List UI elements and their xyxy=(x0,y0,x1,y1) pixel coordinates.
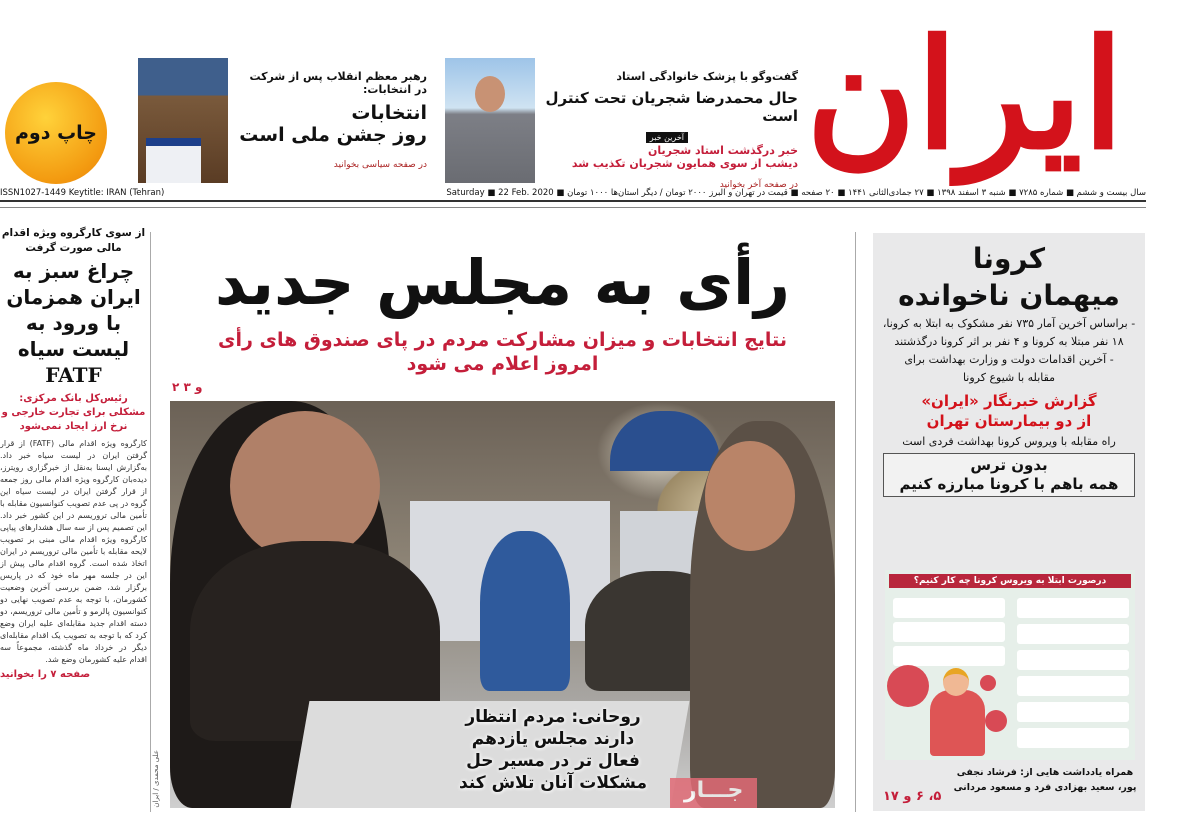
latest-news-tag: آخرین خبر xyxy=(646,132,688,143)
bullet-2: - آخرین اقدامات دولت و وزارت بهداشت برای مقابله با شیوع کرونا xyxy=(904,353,1114,384)
polling-station-photo xyxy=(170,401,835,808)
main-headline: رأی به مجلس جدید xyxy=(214,246,790,319)
headline-latin: FATF xyxy=(45,363,102,387)
bullet-1: - براساس آخرین آمار ۷۳۵ نفر مشکوک به ابتلا به کرونا، ۱۸ نفر مبتلا به کرونا و ۴ نفر بر اثر کرونا درگذشتند xyxy=(882,317,1136,348)
headline-line-1: کرونا xyxy=(972,242,1046,275)
kicker: رهبر معظم انقلاب پس از شرکت در انتخابات: xyxy=(249,70,427,96)
headline: حال محمدرضا شجریان تحت کنترل است xyxy=(545,89,798,125)
page-ref: در صفحه آخر بخوانید xyxy=(719,180,798,190)
photo-credit: علی محمدی / ایران xyxy=(152,750,160,808)
top-story-shajarian[interactable] xyxy=(540,70,798,190)
dateline-bar xyxy=(0,186,1146,202)
second-edition-badge: چاپ دوم xyxy=(5,82,107,184)
subhead: رئیس‌کل بانک مرکزی: مشکلی برای تجارت خارجی و نرخ ارز ایجاد نمی‌شود xyxy=(1,393,146,432)
jaar-label: جـــار xyxy=(670,778,757,808)
page-ref: ۲ و ۳ xyxy=(172,380,203,394)
shajarian-photo xyxy=(445,58,535,183)
issue-info: سال بیست و ششم ■ شماره ۷۲۸۵ ■ شنبه ۳ اسفند ۱۳۹۸ ■ ۲۷ جمادی‌الثانی ۱۴۴۱ ■ ۲۰ صفحه ■ قیمت در تهران و البرز ۲۰۰۰ تومان / دیگر استان‌ها ۱۰۰۰ تومان ■ Saturday ■ 22 Feb. 2020 xyxy=(446,188,1146,198)
newspaper-logo: ایران xyxy=(805,7,1125,183)
leader-voting-photo xyxy=(138,58,228,183)
photo-caption: روحانی: مردم انتظار دارند مجلس یازدهم فعال تر در مسیر حل مشکلات آنان تلاش کند xyxy=(459,707,647,793)
line: راه مقابله با ویروس کرونا بهداشت فردی است xyxy=(902,435,1116,448)
main-story[interactable] xyxy=(170,238,835,376)
main-subhead-2: امروز اعلام می شود xyxy=(406,353,599,375)
column-divider xyxy=(150,232,151,812)
left-column-fatf[interactable] xyxy=(0,226,147,681)
body-text: کارگروه ویژه اقدام مالی (FATF) از قرار گرفتن ایران در لیست سیاه خبر داد. به‌گزارش ایسنا به‌نقل از خبرگزاری رویترز، دیده‌بان کارگروه ویژه اقدام مالی روز جمعه از قرار گرفتن ایران در لیست سیاه این گروه در پی عدم تصویب کنوانسیون مقابله با تأمین مالی تروریسم در این کشور خبر داد. این تصمیم پس از سه سال هشدارهای پیاپی کارگروه ویژه اقدام مالی مبنی بر تصویب لایحه مقابله با تأمین مالی تروریسم در ایران اتخاذ شده است. گروه اقدام مالی پیش از این در جلسه مهر ماه خود که در پاریس برگزار شد، ضمن بررسی آخرین وضعیت کشورمان، با توجه به عدم تصویب نهایی دو کنوانسیون پالرمو و تأمین مالی تروریسم، دو دسته اقدام جدید مقابله‌ای علیه ایران وضع کرد که با توجه به تصویب یک اقدام مقابله‌ای دیگر در خرداد ماه گذشته، مجموعاً سه اقدام علیه کشورمان وضع شد. xyxy=(0,439,147,664)
page-ref: ۵، ۶ و ۱۷ xyxy=(883,789,942,804)
slogan-1: بدون ترس xyxy=(970,456,1048,474)
slogan-2: همه باهم با کرونا مبارزه کنیم xyxy=(899,475,1119,493)
kicker: از سوی کارگروه ویژه اقدام مالی صورت گرفت xyxy=(1,227,146,254)
headline-line-2: روز جشن ملی است xyxy=(239,124,427,146)
slogan-box xyxy=(883,453,1135,497)
corona-infographic xyxy=(885,570,1135,760)
main-subhead-1: نتایج انتخابات و میزان مشارکت مردم در پای صندوق های رأی xyxy=(218,329,787,351)
column-divider xyxy=(855,232,856,812)
red-line-2: دیشب از سوی همایون شجریان تکذیب شد xyxy=(571,157,798,170)
issn: ISSN1027-1449 Keytitle: IRAN (Tehran) xyxy=(0,188,165,198)
infographic-title: درصورت ابتلا به ویروس کرونا چه کار کنیم؟ xyxy=(889,574,1131,588)
top-story-elections[interactable] xyxy=(235,70,427,170)
kicker: گفت‌وگو با پزشک خانوادگی استاد xyxy=(616,70,798,83)
red-headline: گزارش خبرنگار «ایران» از دو بیمارستان تهران xyxy=(921,392,1097,430)
headline-line-1: انتخابات xyxy=(351,102,427,124)
notes-authors: همراه یادداشت هایی از: فرشاد نجفی پور، سعید بهزادی فرد و مسعود مردانی xyxy=(953,767,1137,793)
headline: چراغ سبز به ایران همزمان با ورود به لیست سیاه xyxy=(6,259,141,361)
divider xyxy=(0,207,1146,208)
headline-line-2: میهمان ناخوانده xyxy=(898,279,1120,312)
red-line-1: خبر درگذشت استاد شجریان xyxy=(647,144,798,157)
page-ref[interactable]: صفحه ۷ را بخوانید xyxy=(0,669,91,680)
page-ref: در صفحه سیاسی بخوانید xyxy=(333,160,427,170)
